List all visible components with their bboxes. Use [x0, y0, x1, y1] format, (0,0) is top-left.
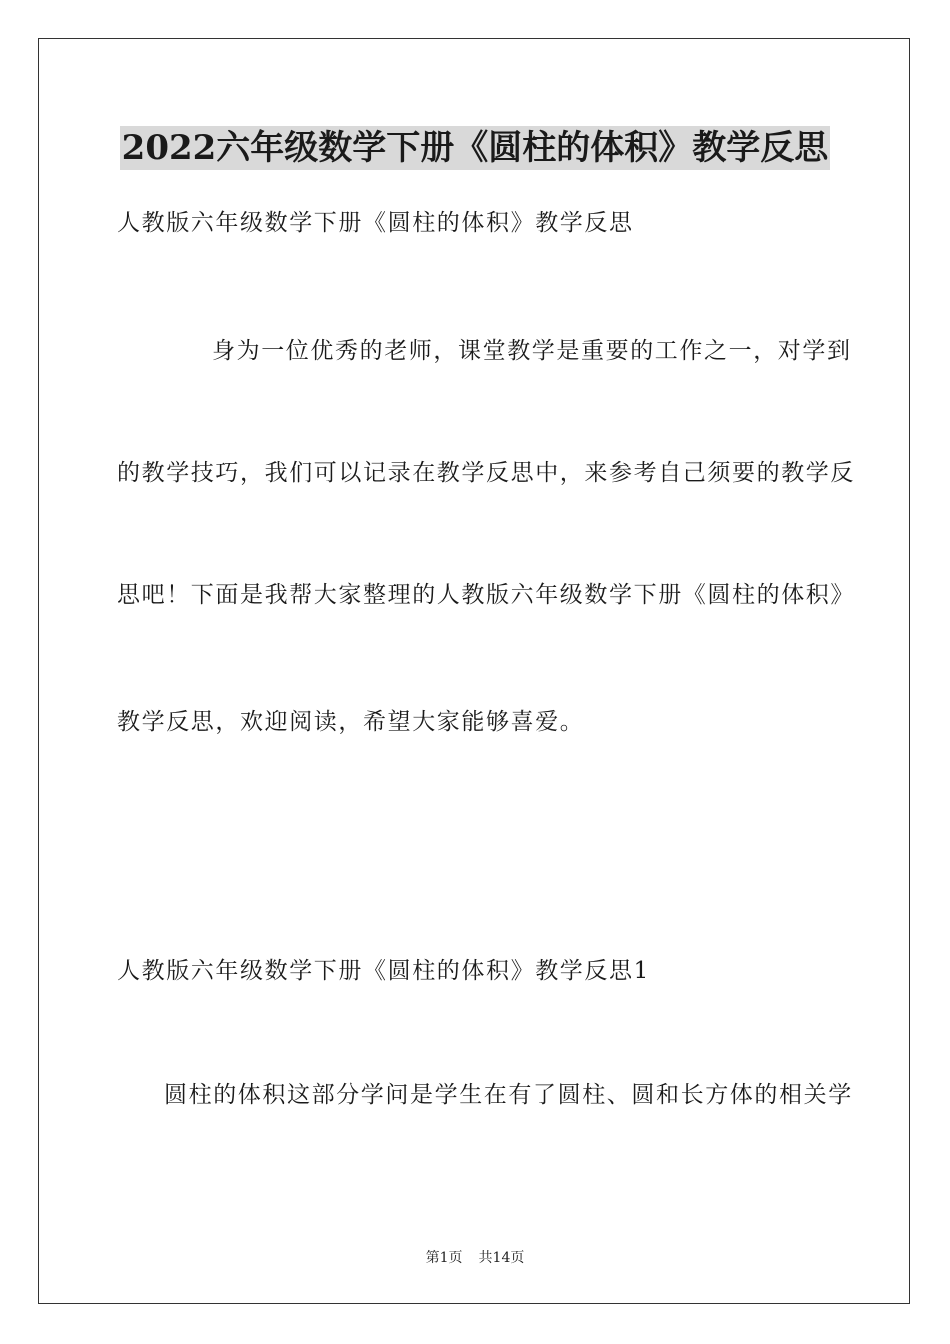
page-footer [0, 1248, 950, 1268]
paragraph-line: 身为一位优秀的老师，课堂教学是重要的工作之一，对学到 [212, 338, 852, 364]
document-title: 2022六年级数学下册《圆柱的体积》教学反思 [121, 128, 829, 168]
paragraph-line: 思吧！下面是我帮大家整理的人教版六年级数学下册《圆柱的体积》 [117, 582, 855, 608]
page-total: 共14页 [478, 1250, 525, 1266]
section-heading: 人教版六年级数学下册《圆柱的体积》教学反思1 [117, 958, 650, 984]
paragraph-line: 教学反思，欢迎阅读，希望大家能够喜爱。 [117, 709, 585, 735]
paragraph-line: 的教学技巧，我们可以记录在教学反思中，来参考自己须要的教学反 [117, 460, 855, 486]
paragraph-line: 圆柱的体积这部分学问是学生在有了圆柱、圆和长方体的相关学 [164, 1082, 853, 1108]
page-current: 第1页 [425, 1250, 463, 1266]
subtitle-line: 人教版六年级数学下册《圆柱的体积》教学反思 [117, 210, 634, 236]
